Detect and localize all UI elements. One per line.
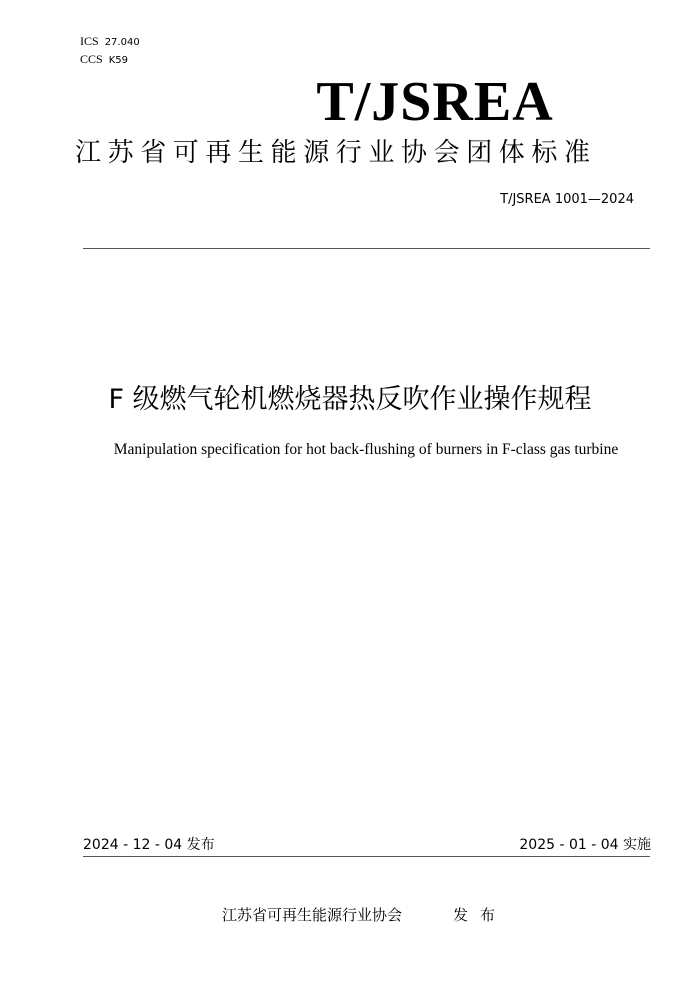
standard-logo: T/JSREA xyxy=(316,71,554,133)
ics-label: ICS xyxy=(80,34,99,48)
ccs-code xyxy=(80,52,128,68)
document-title-chinese: F 级燃气轮机燃烧器热反吹作业操作规程 xyxy=(108,384,592,415)
ccs-label: CCS xyxy=(80,52,103,66)
issue-date: 2024 - 12 - 04 发布 xyxy=(83,837,215,853)
bottom-divider xyxy=(83,856,650,857)
ics-value: 27.040 xyxy=(104,37,140,48)
publisher-name: 江苏省可再生能源行业协会 xyxy=(222,906,403,924)
ics-code xyxy=(80,34,140,50)
publish-label: 发布 xyxy=(453,906,508,924)
organization-standard-title: 江苏省可再生能源行业协会团体标准 xyxy=(75,138,597,168)
document-title-english: Manipulation specification for hot back-flushing of burners in F-class gas turbine xyxy=(113,441,619,458)
ccs-value: K59 xyxy=(108,55,128,66)
top-divider xyxy=(83,248,650,249)
implementation-date: 2025 - 01 - 04 实施 xyxy=(519,837,651,853)
standard-number: T/JSREA 1001—2024 xyxy=(500,192,634,207)
